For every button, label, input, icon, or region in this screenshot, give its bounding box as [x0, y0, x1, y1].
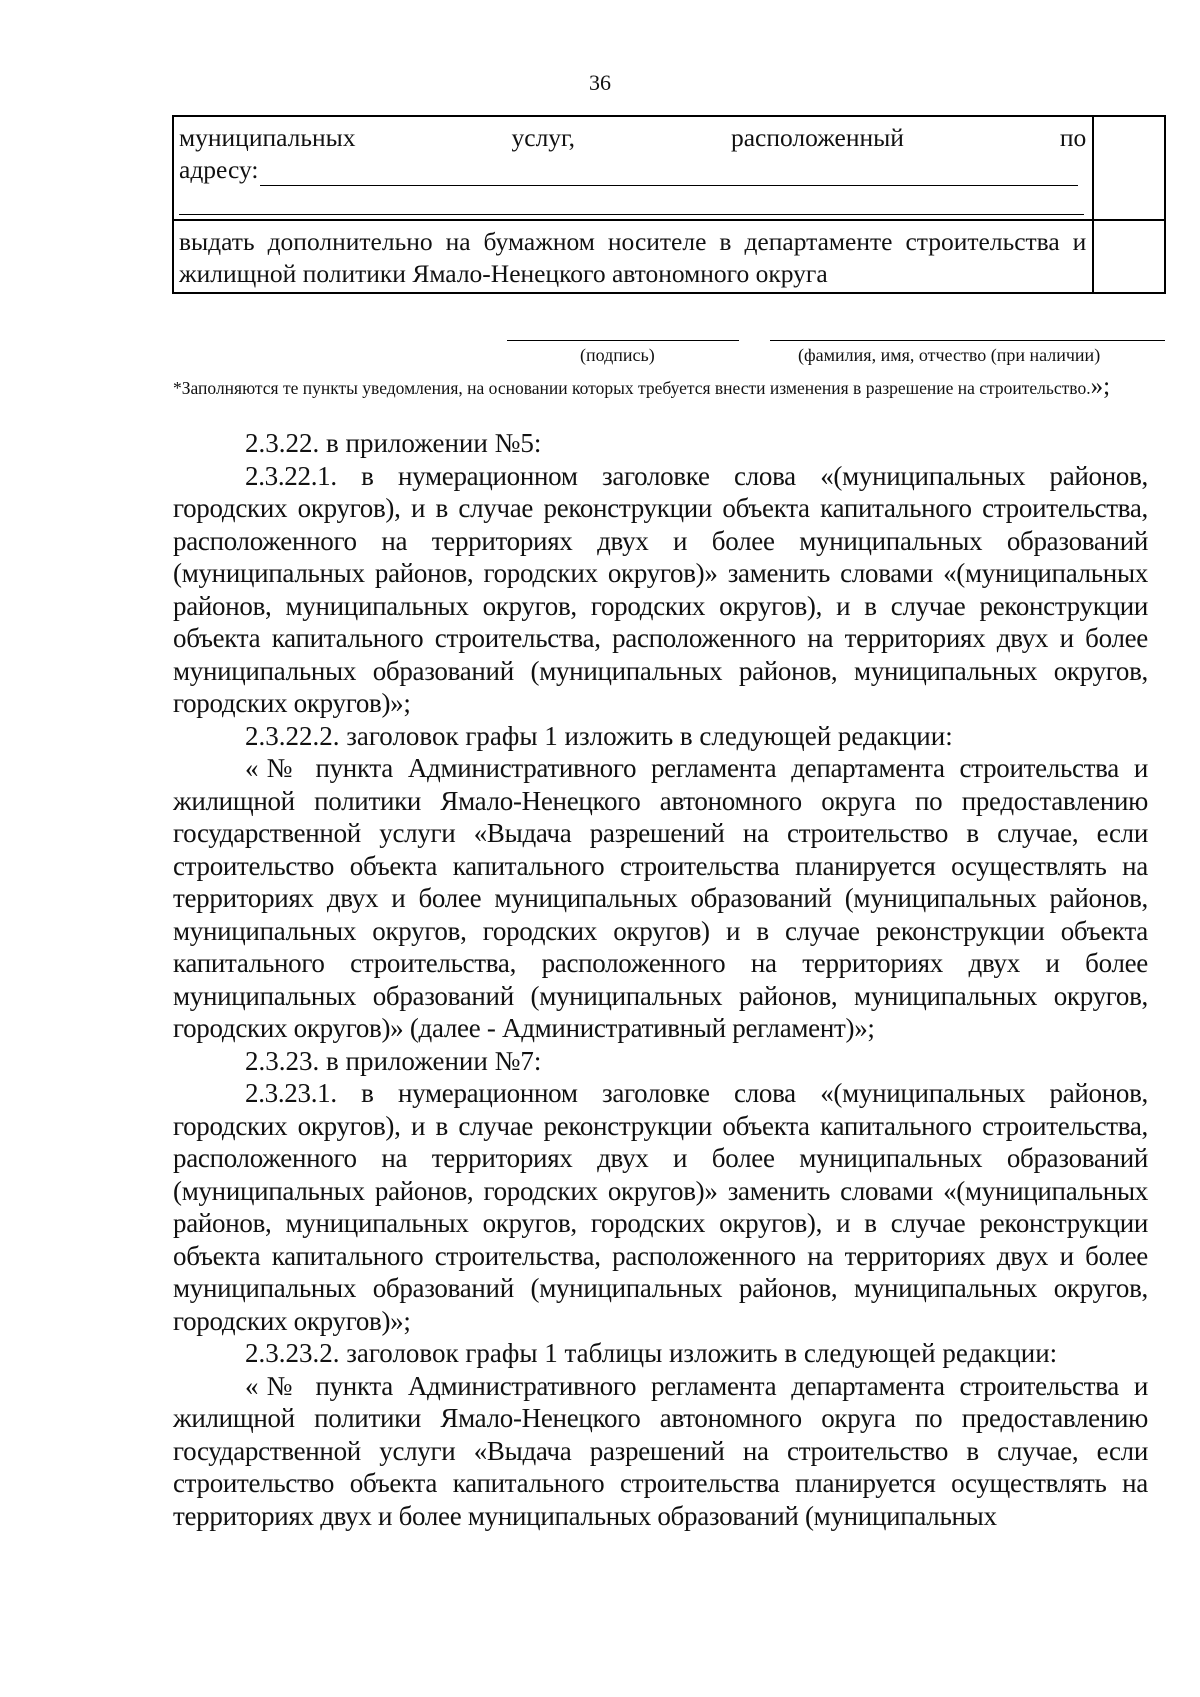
footnote-text: *Заполняются те пункты уведомления, на основании которых требуется внести изменения в разрешение на строительство.	[173, 378, 1091, 398]
address-label: адресу:	[179, 155, 259, 184]
footnote	[173, 372, 1148, 403]
document-body	[173, 427, 1148, 1532]
notification-form-table	[172, 115, 1166, 294]
address-blank-line-2	[179, 186, 1084, 215]
address-line	[179, 154, 1086, 186]
word: муниципальных	[179, 123, 356, 152]
signature-line	[507, 340, 739, 341]
paper-copy-cell: выдать дополнительно на бумажном носителе в департаменте строительства и жилищной политики Ямало-Ненецкого автономного округа	[173, 220, 1093, 293]
signature-block	[0, 325, 1200, 365]
paragraph: 2.3.23.2. заголовок графы 1 таблицы изложить в следующей редакции:	[245, 1338, 1058, 1368]
paragraph: 2.3.22.1. в нумерационном заголовке слова «(муниципальных районов, городских округов), и в случае реконструкции объекта капитального строительства, расположенного на территориях двух и более муниципальных образований (муниципальных районов, городских округов)» заменить словами «(муниципальных районов, муниципальных округов, городских округов), и в случае реконструкции объекта капитального строительства, расположенного на территориях двух и более муниципальных образований (муниципальных районов, муниципальных округов, городских округов)»;	[173, 460, 1148, 718]
table-row	[173, 116, 1165, 220]
signature-caption: (подпись)	[580, 345, 655, 365]
word: расположенный	[730, 123, 904, 152]
footnote-closing: »;	[1090, 373, 1111, 400]
paragraph: 2.3.22.2. заголовок графы 1 изложить в следующей редакции:	[245, 720, 953, 751]
paragraph: 2.3.22. в приложении №5:	[245, 428, 542, 458]
name-caption: (фамилия, имя, отчество (при наличии)	[798, 345, 1101, 365]
paragraph: 2.3.23.1. в нумерационном заголовке слова «(муниципальных районов, городских округов), и в случае реконструкции объекта капитального строительства, расположенного на территориях двух и более муниципальных образований (муниципальных районов, городских округов)» заменить словами «(муниципальных районов, муниципальных округов, городских округов), и в случае реконструкции объекта капитального строительства, расположенного на территориях двух и более муниципальных образований (муниципальных районов, муниципальных округов, городских округов)»;	[173, 1078, 1148, 1336]
address-cell	[173, 116, 1093, 220]
word: услуг,	[511, 123, 576, 152]
checkbox-cell	[1093, 116, 1165, 220]
address-blank-line	[260, 163, 1078, 186]
page-number: 36	[589, 70, 611, 95]
table-row	[173, 220, 1165, 293]
word: по	[1059, 123, 1087, 152]
paragraph: «№ пункта Административного регламента департамента строительства и жилищной политики Ямало-Ненецкого автономного округа по предоставлению государственной услуги «Выдача разрешений на строительство в случае, если строительство объекта капитального строительства планируется осуществлять на территориях двух и более муниципальных образований (муниципальных районов, муниципальных округов, городских округов) и в случае реконструкции объекта капитального строительства, расположенного на территориях двух и более муниципальных образований (муниципальных районов, муниципальных округов, городских округов)» (далее - Административный регламент)»;	[173, 753, 1148, 1043]
name-line	[770, 340, 1165, 341]
address-intro-line	[179, 122, 1086, 154]
paragraph: «№ пункта Административного регламента департамента строительства и жилищной политики Ямало-Ненецкого автономного округа по предоставлению государственной услуги «Выдача разрешений на строительство в случае, если строительство объекта капитального строительства планируется осуществлять на территориях двух и более муниципальных образований (муниципальных	[173, 1370, 1148, 1531]
checkbox-cell	[1093, 220, 1165, 293]
paragraph: 2.3.23. в приложении №7:	[245, 1045, 542, 1076]
